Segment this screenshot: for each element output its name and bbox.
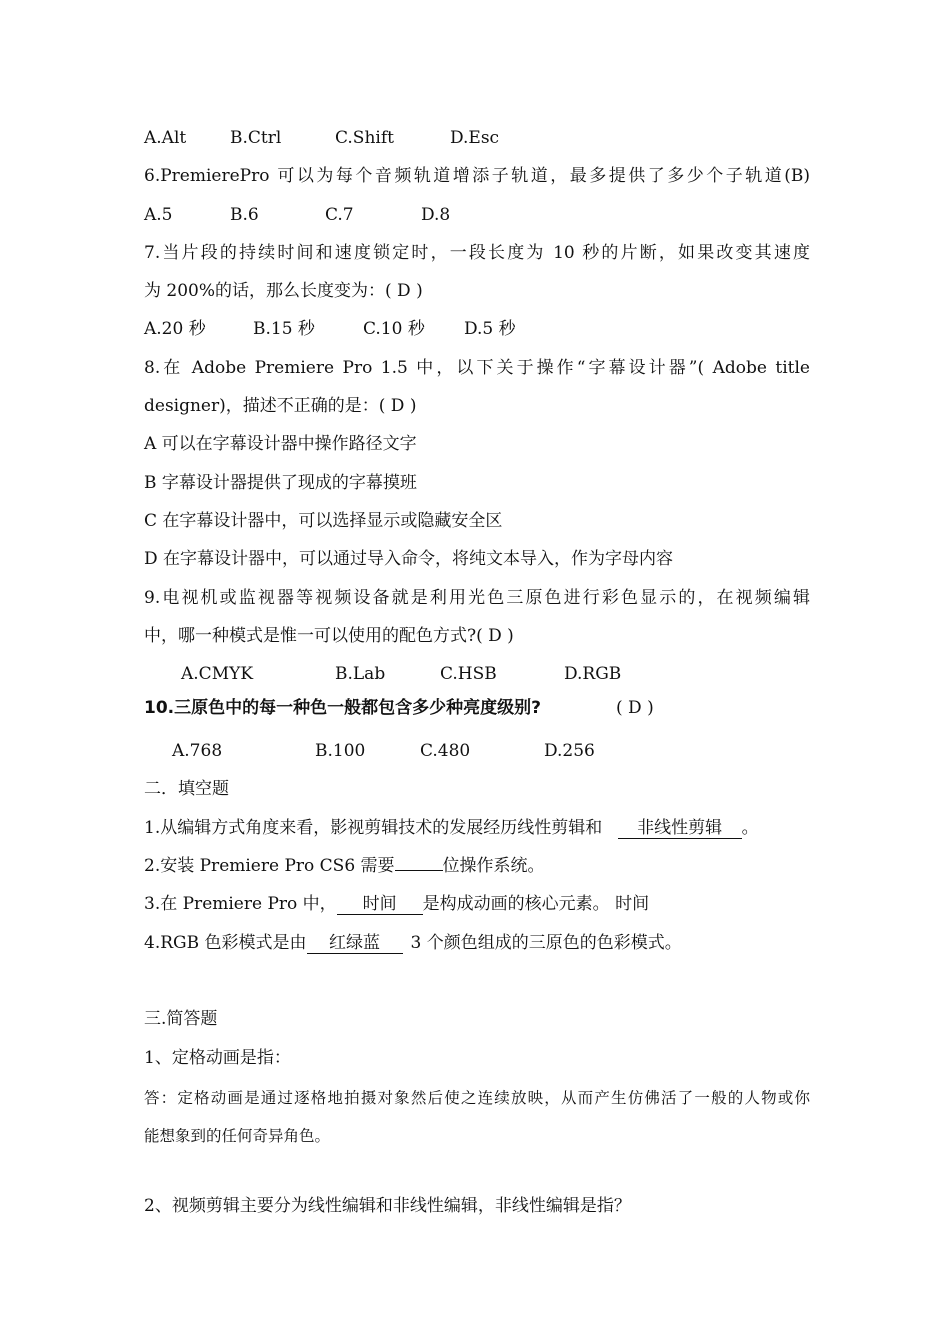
section3-title: 三.简答题 <box>144 1009 218 1029</box>
q9-question-line1: 9.电视机或监视器等视频设备就是利用光色三原色进行彩色显示的，在视频编辑 <box>144 588 810 608</box>
q9-option-b: B.Lab <box>335 664 386 684</box>
fill-3-blank: 时间 <box>337 894 423 915</box>
q8-option-d: D 在字幕设计器中，可以通过导入命令，将纯文本导入，作为字母内容 <box>144 549 674 569</box>
fill-4-blank: 红绿蓝 <box>307 933 403 954</box>
q5-option-c: C.Shift <box>335 128 394 148</box>
q9-option-d: D.RGB <box>564 664 622 684</box>
q7-question-line1: 7.当片段的持续时间和速度锁定时，一段长度为 10 秒的片断，如果改变其速度 <box>144 243 810 263</box>
fill-question-3 <box>144 893 810 915</box>
fill-2-text-before: 2.安装 Premiere Pro CS6 需要 <box>144 856 395 876</box>
q6-option-b: B.6 <box>230 205 259 225</box>
fill-4-text-before: 4.RGB 色彩模式是由 <box>144 933 307 953</box>
fill-3-text-after: 是构成动画的核心元素。 时间 <box>422 894 650 914</box>
short-answer-1-line2: 能想象到的任何奇异角色。 <box>144 1127 331 1145</box>
short-question-2: 2、视频剪辑主要分为线性编辑和非线性编辑，非线性编辑是指？ <box>144 1196 631 1216</box>
q6-question: 6.PremierePro 可以为每个音频轨道增添子轨道，最多提供了多少个子轨道(B) <box>144 166 810 186</box>
fill-2-blank <box>395 870 443 871</box>
q9-option-c: C.HSB <box>440 664 497 684</box>
fill-question-1 <box>144 817 810 839</box>
q8-question-line1: 8.在 Adobe Premiere Pro 1.5 中，以下关于操作“字幕设计器”( Adobe title <box>144 358 810 378</box>
fill-4-text-after: 3 个颜色组成的三原色的色彩模式。 <box>410 933 682 953</box>
q5-option-a: A.Alt <box>144 128 187 148</box>
q8-option-c: C 在字幕设计器中，可以选择显示或隐藏安全区 <box>144 511 503 531</box>
q8-option-a: A 可以在字幕设计器中操作路径文字 <box>144 434 417 454</box>
q6-option-a: A.5 <box>144 205 173 225</box>
q5-option-b: B.Ctrl <box>230 128 282 148</box>
fill-3-text-before: 3.在 Premiere Pro 中， <box>144 894 337 914</box>
q5-option-d: D.Esc <box>450 128 500 148</box>
fill-2-text-after: 位操作系统。 <box>442 856 545 876</box>
q7-option-d: D.5 秒 <box>464 319 516 339</box>
q6-option-d: D.8 <box>421 205 451 225</box>
q10-option-a: A.768 <box>172 741 223 761</box>
q7-option-a: A.20 秒 <box>144 319 206 339</box>
fill-question-2 <box>144 855 810 877</box>
fill-1-text-after: 。 <box>741 818 759 838</box>
q7-option-c: C.10 秒 <box>363 319 425 339</box>
q9-option-a: A.CMYK <box>181 664 254 684</box>
q10-option-c: C.480 <box>420 741 471 761</box>
short-question-1: 1、定格动画是指： <box>144 1048 291 1068</box>
short-answer-1-line1: 答：定格动画是通过逐格地拍摄对象然后使之连续放映，从而产生仿佛活了一般的人物或你 <box>144 1089 810 1107</box>
q10-option-b: B.100 <box>315 741 366 761</box>
q7-question-line2: 为 200%的话，那么长度变为：( D ) <box>144 281 423 301</box>
q6-option-c: C.7 <box>325 205 354 225</box>
fill-1-blank: 非线性剪辑 <box>618 818 742 839</box>
q8-option-b: B 字幕设计器提供了现成的字幕摸班 <box>144 473 417 493</box>
fill-1-text-before: 1.从编辑方式角度来看，影视剪辑技术的发展经历线性剪辑和 <box>144 818 603 838</box>
q10-option-d: D.256 <box>544 741 595 761</box>
q10-question: 10.三原色中的每一种色一般都包含多少种亮度级别? <box>144 698 541 718</box>
q7-option-b: B.15 秒 <box>253 319 315 339</box>
q10-question-row <box>144 697 810 719</box>
q10-answer: ( D ) <box>616 698 654 718</box>
fill-question-4 <box>144 932 810 954</box>
q8-question-line2: designer)，描述不正确的是：( D ) <box>144 396 417 416</box>
section2-title: 二．填空题 <box>144 779 229 799</box>
q9-question-line2: 中，哪一种模式是惟一可以使用的配色方式?( D ) <box>144 626 514 646</box>
